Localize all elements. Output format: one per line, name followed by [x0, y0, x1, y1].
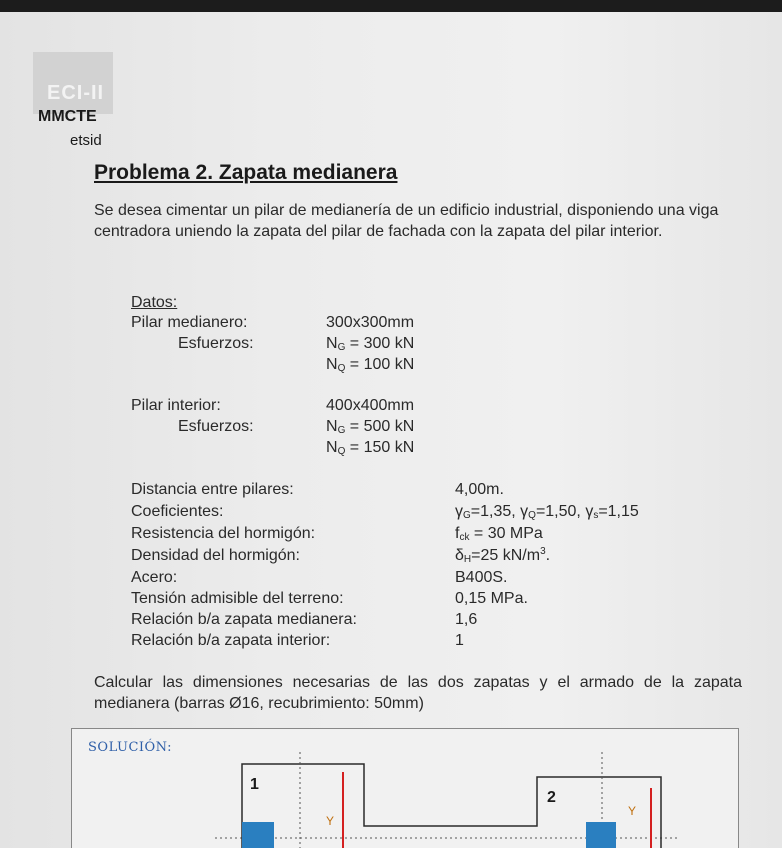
footing-2-label: 2	[547, 789, 556, 806]
y-label-1: Y	[326, 814, 335, 828]
densidad-label: Densidad del hormigón:	[131, 547, 300, 564]
document-page	[0, 12, 782, 848]
column-1	[242, 822, 274, 848]
pilar-medianero-esfuerzos-label: Esfuerzos:	[178, 335, 254, 352]
coeficientes-value: $\gamma_G=1,35$, $\gamma_Q=1,50$, $\gamma_s=1,15$	[455, 503, 639, 521]
relacion-medianera-label: Relación b/a zapata medianera:	[131, 611, 357, 628]
tension-value: 0,15 MPa.	[455, 590, 528, 607]
coeficientes-label: Coeficientes:	[131, 503, 224, 520]
org-name: MMCTE	[38, 108, 97, 125]
problem-intro: Se desea cimentar un pilar de medianería de un edificio industrial, disponiendo una viga centradora uniendo la zapata del pilar de fachada con la zapata del pilar interior.	[94, 202, 719, 240]
pilar-interior-ng: $N_G = 500$ kN	[326, 418, 415, 436]
pilar-interior-size: 400x400mm	[326, 397, 415, 414]
pilar-medianero-nq: $N_Q = 100$ kN	[326, 356, 415, 374]
acero-value: B400S.	[455, 569, 508, 586]
problem-title: Problema 2. Zapata medianera	[94, 161, 398, 184]
datos-heading: Datos:	[131, 294, 178, 311]
footing-diagram	[0, 12, 782, 848]
pilar-medianero-size: 300x300mm	[326, 314, 415, 331]
resistencia-value: $f_{ck} = 30$ MPa	[455, 525, 543, 543]
resistencia-label: Resistencia del hormigón:	[131, 525, 316, 542]
distancia-value: 4,00m.	[455, 481, 504, 498]
y-label-2: Y	[628, 804, 637, 818]
relacion-medianera-value: 1,6	[455, 611, 478, 628]
relacion-interior-value: 1	[455, 632, 464, 649]
column-2	[586, 822, 616, 848]
solution-label: SOLUCIÓN:	[88, 740, 172, 755]
logo-text: ECI-II	[47, 82, 105, 104]
relacion-interior-label: Relación b/a zapata interior:	[131, 632, 331, 649]
pilar-interior-label: Pilar interior:	[131, 397, 221, 414]
pilar-interior-nq: $N_Q = 150$ kN	[326, 439, 415, 457]
tension-label: Tensión admisible del terreno:	[131, 590, 344, 607]
pilar-interior-esfuerzos-label: Esfuerzos:	[178, 418, 254, 435]
acero-label: Acero:	[131, 569, 178, 586]
distancia-label: Distancia entre pilares:	[131, 481, 294, 498]
pilar-medianero-label: Pilar medianero:	[131, 314, 248, 331]
pilar-medianero-ng: $N_G = 300$ kN	[326, 335, 415, 353]
densidad-value: $\delta_H=25$ $kN/m^3$.	[455, 546, 551, 565]
school-name: etsid	[70, 132, 102, 149]
calc-instructions: Calcular las dimensiones necesarias de las dos zapatas y el armado de la zapata medianera (barras Ø16, recubrimiento: 50mm)	[94, 674, 742, 712]
footing-1-label: 1	[250, 776, 259, 793]
